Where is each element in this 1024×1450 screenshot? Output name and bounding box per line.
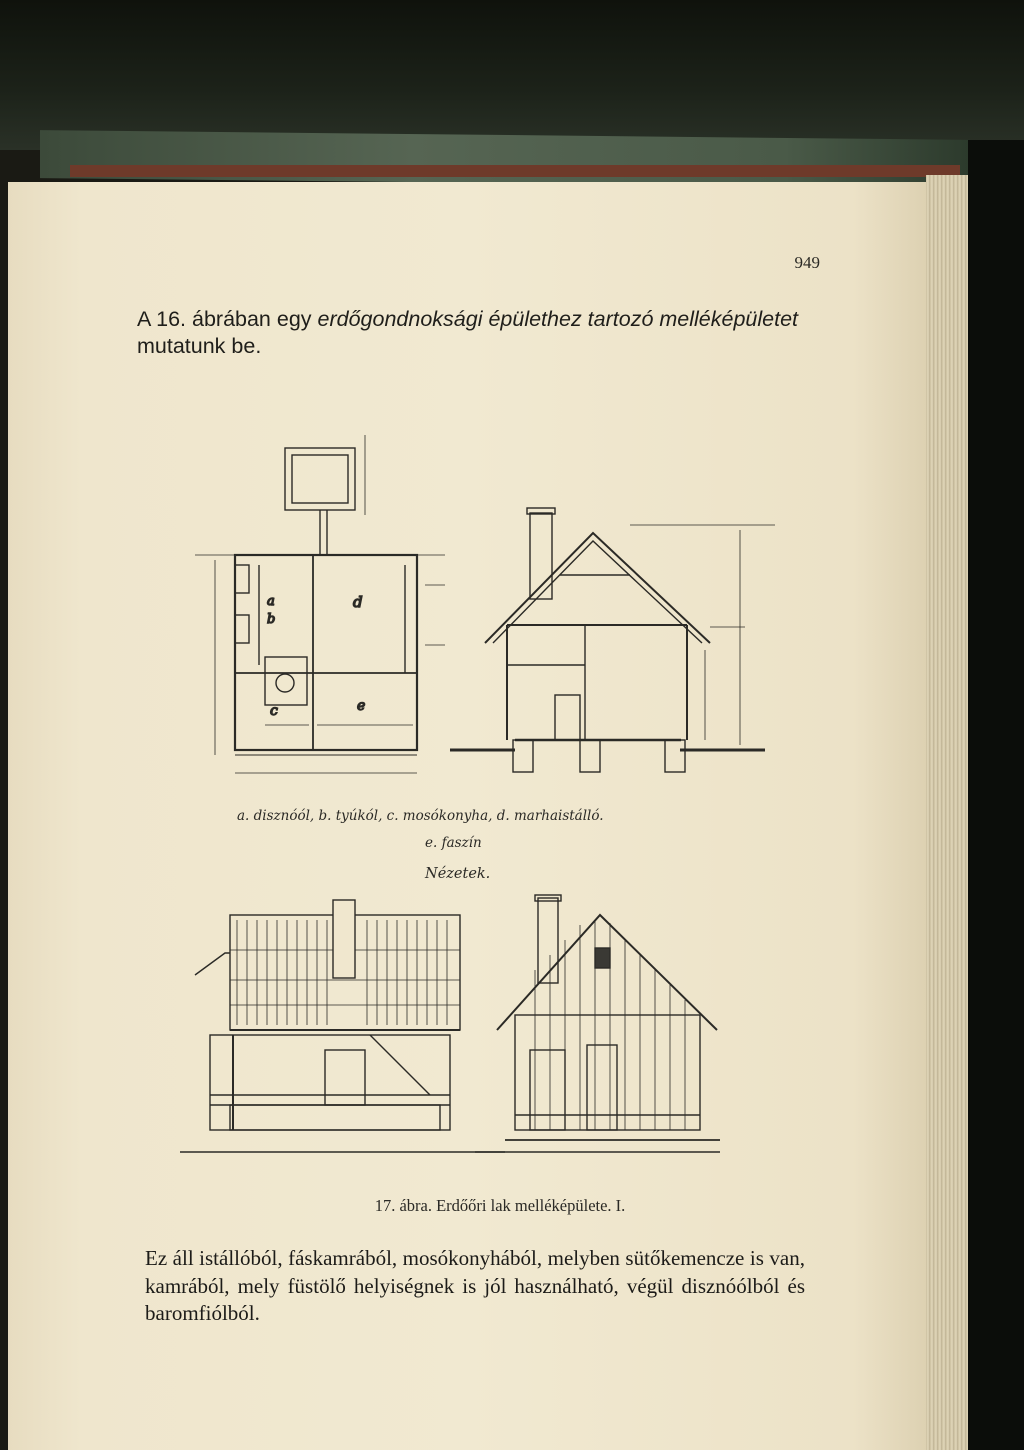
figure-legend-line2: e. faszín [425, 835, 482, 851]
figure-legend-line1: a. disznóól, b. tyúkól, c. mosókonyha, d. marhaistálló. [237, 808, 604, 824]
intro-text-start: A 16. ábrában egy [137, 307, 318, 331]
figure-17-drawing [175, 395, 795, 1165]
elevation-gable-view [497, 895, 720, 1140]
plan-label-b: b [267, 612, 276, 627]
cross-section [450, 508, 775, 772]
floor-plan [195, 435, 445, 773]
page-number: 949 [794, 253, 820, 272]
figure-views-title: Nézetek. [425, 866, 491, 882]
intro-text-end: mutatunk be. [137, 334, 262, 358]
page-stack-edge [926, 175, 968, 1450]
cover-binding-strip [70, 165, 960, 177]
intro-paragraph [137, 306, 817, 360]
book-spine [968, 140, 1024, 1450]
body-paragraph: Ez áll istállóból, fáskamrából, mosókonyhából, melyben sütőkemencze is van, kamrából, mely füstölő helyiségnek is jól használható, végül disznóólból és baromfiólból. [145, 1246, 805, 1325]
plan-label-e: e [357, 698, 366, 714]
figure-caption: 17. ábra. Erdőőri lak melléképülete. I. [374, 1196, 626, 1215]
book-cover-edge [40, 130, 970, 188]
plan-label-a: a [267, 594, 275, 609]
intro-italic-text: erdőgondnoksági épülethez tartozó melléképületet [317, 307, 799, 331]
plan-label-c: c [270, 703, 278, 719]
dark-background [0, 0, 1024, 150]
plan-label-d: d [353, 593, 363, 611]
elevation-side-view [195, 900, 460, 1130]
